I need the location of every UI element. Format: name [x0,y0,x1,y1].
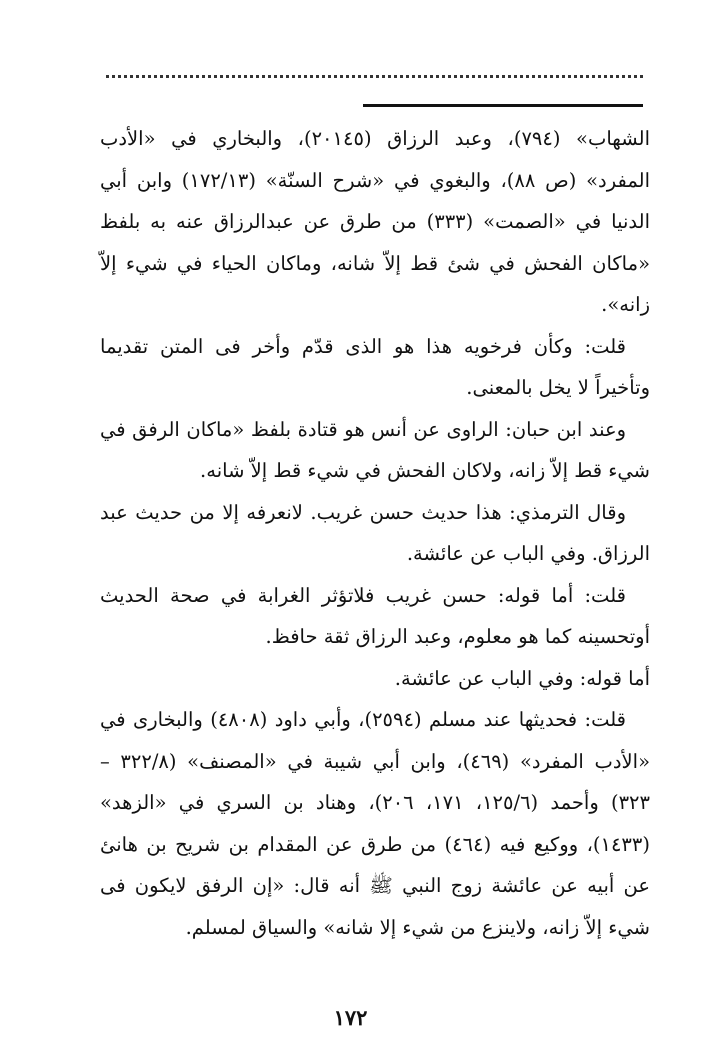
footnote-text-block [100,118,650,948]
paragraph-ibn-hibban: وعند ابن حبان: الراوى عن أنس هو قتادة بلفظ «ماكان الرفق في شيء قط إلاّ زانه، ولاكان الفحش في شيء قط إلاّ شانه. [100,417,650,482]
footnote-solid-separator [363,104,643,107]
paragraph-farkhawayh-note: قلت: وكأن فرخويه هذا هو الذى قدّم وأخر فى المتن تقديما وتأخيراً لا يخل بالمعنى. [100,334,650,399]
paragraph-hasan-gharib: قلت: أما قوله: حسن غريب فلاتؤثر الغرابة في صحة الحديث أوتحسينه كما هو معلوم، وعبد الرزاق ثقة حافظ. [100,583,650,648]
footnote-dotted-separator [106,75,643,78]
paragraph-sources: الشهاب» (٧٩٤)، وعبد الرزاق (٢٠١٤٥)، والبخاري في «الأدب المفرد» (ص ٨٨)، والبغوي في «شرح السنّة» (١٧٢/١٣) وابن أبي الدنيا في «الصمت» (٣٣٣) من طرق عن عبدالرزاق عنه به بلفظ «ماكان الفحش في شئ قط إلاّ شانه، وماكان الحياء في شيء إلاّ زانه». [100,127,651,316]
paragraph-fil-bab: أما قوله: وفي الباب عن عائشة. [394,666,650,690]
paragraph-aisha-hadith: قلت: فحديثها عند مسلم (٢٥٩٤)، وأبي داود (٤٨٠٨) والبخارى في «الأدب المفرد» (٤٦٩)، وابن أبي شيبة في «المصنف» (٣٢٢/٨ – ٣٢٣) وأحمد (١٢٥/٦، ١٧١، ٢٠٦)، وهناد بن السري في «الزهد» (١٤٣٣)، ووكيع فيه (٤٦٤) من طرق عن المقدام بن شريح بن هانئ عن أبيه عن عائشة زوج النبي ﷺ أنه قال: «إن الرفق لايكون فى شيء إلاّ زانه، ولاينزع من شيء إلا شانه» والسياق لمسلم. [100,708,651,939]
page-number: ١٧٢ [333,1005,368,1030]
paragraph-tirmidhi: وقال الترمذي: هذا حديث حسن غريب. لانعرفه إلا من حديث عبد الرزاق. وفي الباب عن عائشة. [100,500,650,565]
